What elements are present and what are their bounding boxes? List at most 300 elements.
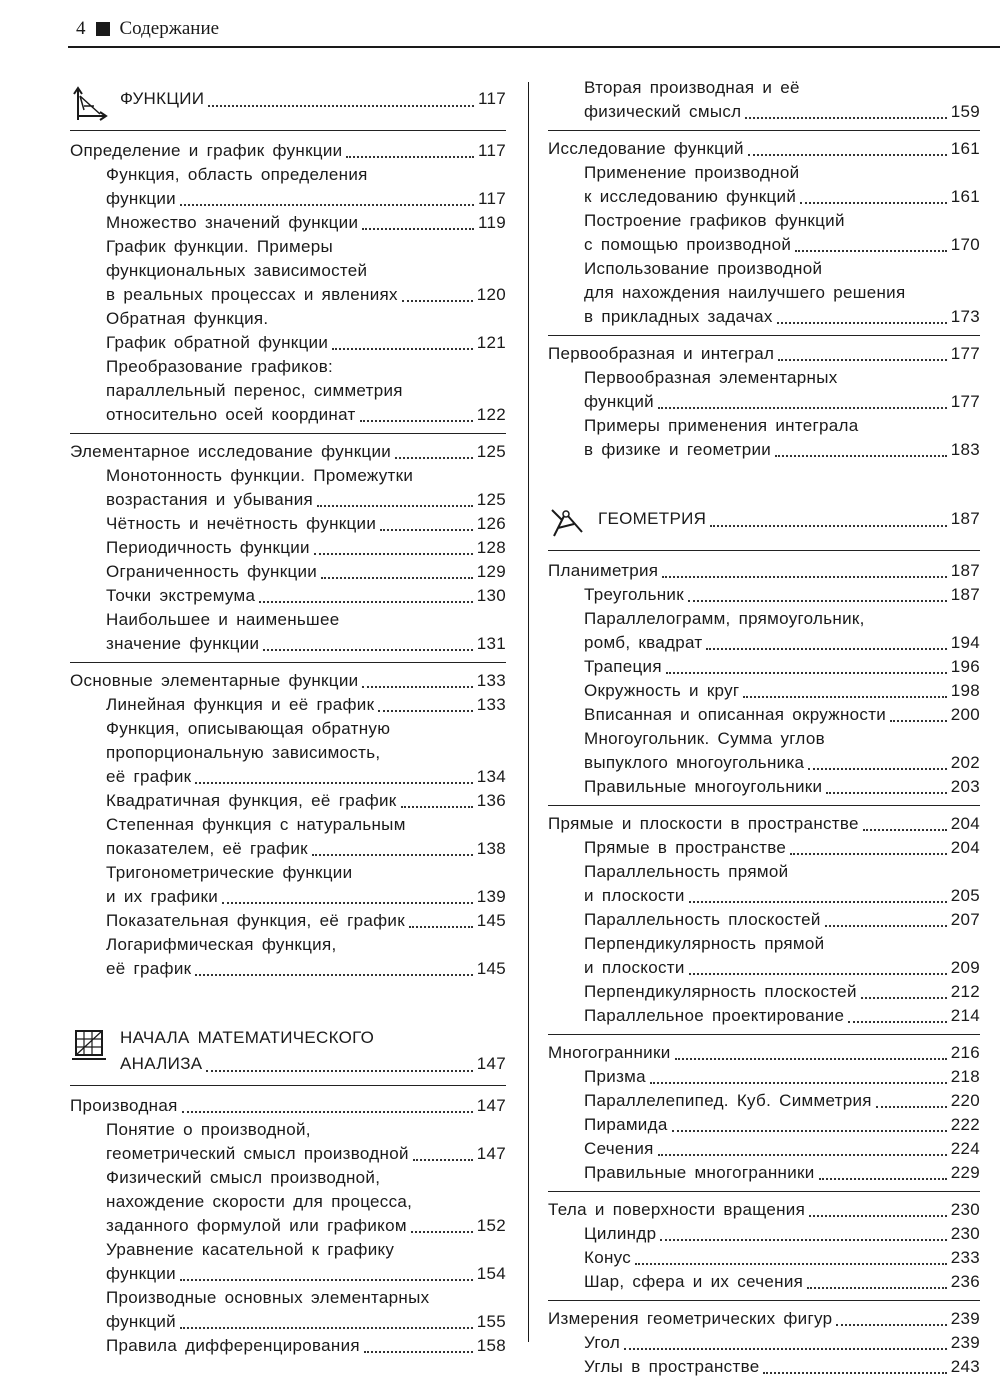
toc-entry[interactable] bbox=[548, 1113, 980, 1137]
entry-title: Конус bbox=[584, 1248, 632, 1267]
toc-entry bbox=[548, 161, 980, 185]
toc-chapter-entry[interactable] bbox=[548, 342, 980, 366]
leader-dots bbox=[836, 1324, 946, 1326]
entry-title: График функции. Примеры bbox=[106, 237, 333, 256]
leader-dots bbox=[662, 576, 946, 578]
section-rule bbox=[548, 550, 980, 551]
entry-title: Применение производной bbox=[584, 163, 800, 182]
toc-entry[interactable] bbox=[70, 283, 506, 307]
leader-dots bbox=[402, 300, 473, 302]
page-ref: 239 bbox=[950, 1333, 980, 1352]
toc-chapter-entry[interactable] bbox=[70, 1094, 506, 1118]
toc-entry[interactable] bbox=[548, 631, 980, 655]
toc-entry bbox=[548, 860, 980, 884]
toc-entry[interactable] bbox=[548, 884, 980, 908]
toc-chapter-entry[interactable] bbox=[548, 812, 980, 836]
entry-title: функции bbox=[106, 189, 176, 208]
entry-title: График обратной функции bbox=[106, 333, 329, 352]
toc-entry[interactable] bbox=[70, 512, 506, 536]
entry-title: Правильные многоугольники bbox=[584, 777, 823, 796]
page-ref: 126 bbox=[476, 514, 506, 533]
entry-title: значение функции bbox=[106, 634, 260, 653]
page-ref: 117 bbox=[477, 141, 506, 160]
toc-entry[interactable] bbox=[70, 1262, 506, 1286]
page-ref: 130 bbox=[476, 586, 506, 605]
toc-left-column bbox=[70, 76, 506, 1370]
page-ref: 216 bbox=[950, 1043, 980, 1062]
entry-title: Исследование функций bbox=[548, 139, 744, 158]
header-rule bbox=[68, 46, 1000, 48]
entry-title: Окружность и круг bbox=[584, 681, 740, 700]
toc-entry[interactable] bbox=[70, 632, 506, 656]
entry-title: возрастания и убывания bbox=[106, 490, 314, 509]
toc-entry bbox=[70, 717, 506, 741]
compass-icon bbox=[548, 506, 588, 542]
section-title: ГЕОМЕТРИЯ bbox=[598, 509, 707, 528]
leader-dots bbox=[263, 649, 472, 651]
header-square-icon bbox=[96, 22, 110, 36]
toc-entry[interactable] bbox=[70, 331, 506, 355]
toc-entry bbox=[70, 259, 506, 283]
toc-chapter-entry[interactable] bbox=[548, 1198, 980, 1222]
entry-title: параллельный перенос, симметрия bbox=[106, 381, 403, 400]
entry-title: её график bbox=[106, 959, 192, 978]
toc-entry bbox=[70, 379, 506, 403]
entry-title: Трапеция bbox=[584, 657, 662, 676]
leader-dots bbox=[380, 529, 473, 531]
toc-chapter-entry[interactable] bbox=[548, 559, 980, 583]
leader-dots bbox=[650, 1082, 947, 1084]
leader-dots bbox=[819, 1178, 947, 1180]
entry-title: Прямые и плоскости в пространстве bbox=[548, 814, 859, 833]
leader-dots bbox=[689, 973, 947, 975]
toc-entry[interactable] bbox=[70, 1310, 506, 1334]
leader-dots bbox=[409, 926, 473, 928]
toc-entry[interactable] bbox=[548, 980, 980, 1004]
entry-title: с помощью производной bbox=[584, 235, 792, 254]
entry-title: Физический смысл производной, bbox=[106, 1168, 381, 1187]
page-ref: 183 bbox=[950, 440, 980, 459]
toc-entry[interactable] bbox=[70, 1334, 506, 1358]
toc-chapter-entry[interactable] bbox=[70, 440, 506, 464]
toc-group bbox=[548, 137, 980, 336]
toc-entry[interactable] bbox=[548, 1161, 980, 1185]
toc-entry[interactable] bbox=[548, 751, 980, 775]
toc-entry[interactable] bbox=[548, 438, 980, 462]
page-ref: 243 bbox=[950, 1357, 980, 1376]
section-functions[interactable] bbox=[70, 86, 506, 122]
entry-title: в реальных процессах и явлениях bbox=[106, 285, 398, 304]
toc-entry[interactable] bbox=[70, 536, 506, 560]
page-ref: 129 bbox=[476, 562, 506, 581]
toc-entry[interactable] bbox=[120, 1051, 506, 1077]
entry-title: Параллельное проектирование bbox=[584, 1006, 845, 1025]
entry-title: выпуклого многоугольника bbox=[584, 753, 805, 772]
leader-dots bbox=[332, 348, 473, 350]
leader-dots bbox=[675, 1058, 947, 1060]
page-ref: 239 bbox=[950, 1309, 980, 1328]
toc-chapter-entry[interactable] bbox=[548, 1307, 980, 1331]
toc-entry bbox=[70, 235, 506, 259]
entry-title: Уравнение касательной к графику bbox=[106, 1240, 395, 1259]
leader-dots bbox=[861, 997, 947, 999]
entry-title: её график bbox=[106, 767, 192, 786]
leader-dots bbox=[635, 1263, 947, 1265]
page-ref: 122 bbox=[476, 405, 506, 424]
toc-group bbox=[548, 76, 980, 131]
leader-dots bbox=[876, 1106, 947, 1108]
entry-title: для нахождения наилучшего решения bbox=[584, 283, 906, 302]
toc-entry[interactable] bbox=[548, 233, 980, 257]
toc-chapter-entry[interactable] bbox=[70, 669, 506, 693]
leader-dots bbox=[777, 322, 947, 324]
toc-entry[interactable] bbox=[70, 187, 506, 211]
entry-title: Функция, описывающая обратную bbox=[106, 719, 391, 738]
page-header bbox=[76, 18, 219, 40]
entry-title: Параллельность прямой bbox=[584, 862, 789, 881]
toc-entry bbox=[548, 76, 980, 100]
leader-dots bbox=[195, 974, 472, 976]
toc-chapter-entry[interactable] bbox=[70, 139, 506, 163]
entry-title: и их графики bbox=[106, 887, 219, 906]
toc-group bbox=[70, 139, 506, 434]
toc-entry bbox=[70, 163, 506, 187]
toc-entry[interactable] bbox=[548, 390, 980, 414]
page-ref: 187 bbox=[950, 509, 980, 528]
leader-dots bbox=[809, 1215, 947, 1217]
page-ref: 147 bbox=[476, 1144, 506, 1163]
page-ref: 147 bbox=[476, 1054, 506, 1073]
page-ref: 139 bbox=[476, 887, 506, 906]
leader-dots bbox=[775, 455, 947, 457]
entry-title: функциональных зависимостей bbox=[106, 261, 368, 280]
toc-entry[interactable] bbox=[548, 1089, 980, 1113]
entry-title: показателем, её график bbox=[106, 839, 308, 858]
entry-title: Чётность и нечётность функции bbox=[106, 514, 377, 533]
toc-entry[interactable] bbox=[548, 836, 980, 860]
toc-entry[interactable] bbox=[548, 703, 980, 727]
toc-chapter-entry[interactable] bbox=[548, 1041, 980, 1065]
entry-title: Преобразование графиков: bbox=[106, 357, 334, 376]
page-ref: 170 bbox=[950, 235, 980, 254]
toc-entry[interactable] bbox=[70, 560, 506, 584]
entry-title: Квадратичная функция, её график bbox=[106, 791, 397, 810]
entry-title: заданного формулой или графиком bbox=[106, 1216, 407, 1235]
leader-dots bbox=[378, 710, 472, 712]
page-ref: 230 bbox=[950, 1200, 980, 1219]
toc-entry[interactable] bbox=[548, 1331, 980, 1355]
entry-title: Планиметрия bbox=[548, 561, 659, 580]
leader-dots bbox=[314, 553, 473, 555]
entry-title: Первообразная и интеграл bbox=[548, 344, 775, 363]
page-ref: 187 bbox=[950, 585, 980, 604]
page-title: Содержание bbox=[119, 18, 220, 39]
entry-title: Монотонность функции. Промежутки bbox=[106, 466, 414, 485]
leader-dots bbox=[890, 720, 947, 722]
page-ref: 229 bbox=[950, 1163, 980, 1182]
toc-entry[interactable] bbox=[70, 211, 506, 235]
entry-title: Обратная функция. bbox=[106, 309, 269, 328]
leader-dots bbox=[666, 672, 947, 674]
entry-title: Вторая производная и её bbox=[584, 78, 800, 97]
toc-entry bbox=[70, 1238, 506, 1262]
toc-chapter-entry[interactable] bbox=[548, 137, 980, 161]
entry-title: к исследованию функций bbox=[584, 187, 797, 206]
entry-title: нахождение скорости для процесса, bbox=[106, 1192, 413, 1211]
leader-dots bbox=[180, 204, 474, 206]
page-ref: 204 bbox=[950, 838, 980, 857]
toc-entry[interactable] bbox=[70, 584, 506, 608]
toc-entry[interactable] bbox=[548, 908, 980, 932]
toc-entry[interactable] bbox=[548, 1137, 980, 1161]
toc-entry[interactable] bbox=[548, 655, 980, 679]
leader-dots bbox=[748, 154, 947, 156]
page-ref: 159 bbox=[950, 102, 980, 121]
entry-title: Сечения bbox=[584, 1139, 654, 1158]
page-ref: 187 bbox=[950, 561, 980, 580]
leader-dots bbox=[321, 577, 473, 579]
toc-entry[interactable] bbox=[70, 909, 506, 933]
toc-entry[interactable] bbox=[70, 837, 506, 861]
toc-entry[interactable] bbox=[548, 775, 980, 799]
entry-title: Перпендикулярность прямой bbox=[584, 934, 825, 953]
toc-entry bbox=[548, 281, 980, 305]
page-ref: 125 bbox=[476, 442, 506, 461]
entry-title: Вписанная и описанная окружности bbox=[584, 705, 887, 724]
toc-entry[interactable] bbox=[548, 1355, 980, 1379]
leader-dots bbox=[206, 1070, 472, 1072]
toc-group bbox=[70, 669, 506, 987]
leader-dots bbox=[778, 359, 946, 361]
page-ref: 128 bbox=[476, 538, 506, 557]
toc-entry[interactable] bbox=[70, 957, 506, 981]
toc-entry[interactable] bbox=[598, 506, 980, 532]
section-title: НАЧАЛА МАТЕМАТИЧЕСКОГО bbox=[120, 1028, 375, 1047]
toc-entry bbox=[548, 209, 980, 233]
page-ref: 198 bbox=[950, 681, 980, 700]
entry-title: Использование производной bbox=[584, 259, 823, 278]
toc-entry bbox=[70, 1286, 506, 1310]
toc-entry[interactable] bbox=[548, 679, 980, 703]
toc-entry[interactable] bbox=[548, 1270, 980, 1294]
entry-title: ромб, квадрат bbox=[584, 633, 703, 652]
toc-entry bbox=[70, 355, 506, 379]
column-divider bbox=[528, 82, 529, 1342]
page-ref: 233 bbox=[950, 1248, 980, 1267]
entry-title: Измерения геометрических фигур bbox=[548, 1309, 833, 1328]
entry-title: функции bbox=[106, 1264, 176, 1283]
page-ref: 133 bbox=[476, 695, 506, 714]
toc-right-column bbox=[548, 76, 980, 1391]
entry-title: и плоскости bbox=[584, 958, 685, 977]
entry-title: Ограниченность функции bbox=[106, 562, 318, 581]
toc-entry[interactable] bbox=[548, 100, 980, 124]
page-ref: 203 bbox=[950, 777, 980, 796]
toc-group bbox=[548, 1041, 980, 1192]
toc-entry[interactable] bbox=[548, 1246, 980, 1270]
toc-group bbox=[548, 559, 980, 806]
leader-dots bbox=[710, 525, 947, 527]
entry-title: Параллелограмм, прямоугольник, bbox=[584, 609, 865, 628]
section-rule bbox=[70, 130, 506, 131]
toc-entry[interactable] bbox=[548, 956, 980, 980]
page-ref: 133 bbox=[476, 671, 506, 690]
leader-dots bbox=[346, 156, 474, 158]
entry-title: Степенная функция с натуральным bbox=[106, 815, 406, 834]
entry-title: Множество значений функции bbox=[106, 213, 359, 232]
leader-dots bbox=[763, 1372, 946, 1374]
entry-title: Элементарное исследование функции bbox=[70, 442, 392, 461]
leader-dots bbox=[800, 202, 947, 204]
leader-dots bbox=[658, 1154, 947, 1156]
toc-entry bbox=[70, 813, 506, 837]
entry-title: Перпендикулярность плоскостей bbox=[584, 982, 857, 1001]
leader-dots bbox=[863, 829, 947, 831]
leader-dots bbox=[364, 1351, 473, 1353]
entry-title: Тригонометрические функции bbox=[106, 863, 353, 882]
entry-title: Примеры применения интеграла bbox=[584, 416, 859, 435]
toc-entry bbox=[70, 1118, 506, 1142]
toc-group bbox=[70, 1094, 506, 1364]
toc-group bbox=[548, 1307, 980, 1385]
toc-entry[interactable] bbox=[548, 305, 980, 329]
toc-entry[interactable] bbox=[70, 765, 506, 789]
toc-entry[interactable] bbox=[70, 885, 506, 909]
entry-title: Функция, область определения bbox=[106, 165, 368, 184]
page-ref: 120 bbox=[476, 285, 506, 304]
page-ref: 154 bbox=[476, 1264, 506, 1283]
leader-dots bbox=[413, 1159, 473, 1161]
page-ref: 117 bbox=[477, 189, 506, 208]
toc-group bbox=[548, 1198, 980, 1301]
page-ref: 220 bbox=[950, 1091, 980, 1110]
leader-dots bbox=[689, 901, 947, 903]
entry-title: относительно осей координат bbox=[106, 405, 356, 424]
entry-title: Прямые в пространстве bbox=[584, 838, 787, 857]
page-ref: 222 bbox=[950, 1115, 980, 1134]
section-geometry[interactable] bbox=[548, 506, 980, 542]
leader-dots bbox=[180, 1279, 473, 1281]
toc-entry[interactable] bbox=[548, 1222, 980, 1246]
entry-title: в физике и геометрии bbox=[584, 440, 772, 459]
grid-chart-icon bbox=[70, 1025, 110, 1061]
page-ref: 119 bbox=[477, 213, 506, 232]
page-ref: 236 bbox=[950, 1272, 980, 1291]
leader-dots bbox=[182, 1111, 473, 1113]
leader-dots bbox=[317, 505, 473, 507]
leader-dots bbox=[312, 854, 473, 856]
toc-group bbox=[548, 812, 980, 1035]
page-number: 4 bbox=[76, 18, 86, 39]
section-calculus[interactable] bbox=[70, 1025, 506, 1077]
toc-entry bbox=[548, 607, 980, 631]
toc-entry bbox=[548, 932, 980, 956]
toc-group bbox=[548, 342, 980, 468]
toc-entry[interactable] bbox=[548, 185, 980, 209]
toc-entry bbox=[548, 257, 980, 281]
entry-title: Тела и поверхности вращения bbox=[548, 1200, 806, 1219]
toc-entry bbox=[70, 933, 506, 957]
entry-title: Многоугольник. Сумма углов bbox=[584, 729, 825, 748]
entry-title: Понятие о производной, bbox=[106, 1120, 311, 1139]
toc-entry bbox=[70, 1166, 506, 1190]
entry-title: Параллельность плоскостей bbox=[584, 910, 821, 929]
leader-dots bbox=[808, 768, 946, 770]
entry-title: функций bbox=[584, 392, 654, 411]
entry-title: Построение графиков функций bbox=[584, 211, 845, 230]
leader-dots bbox=[825, 925, 947, 927]
page-ref: 155 bbox=[476, 1312, 506, 1331]
toc-entry[interactable] bbox=[70, 789, 506, 813]
leader-dots bbox=[826, 792, 946, 794]
page-ref: 145 bbox=[476, 911, 506, 930]
toc-entry[interactable] bbox=[70, 403, 506, 427]
entry-title: в прикладных задачах bbox=[584, 307, 773, 326]
toc-entry[interactable] bbox=[548, 583, 980, 607]
leader-dots bbox=[688, 600, 947, 602]
page-ref: 202 bbox=[950, 753, 980, 772]
toc-entry bbox=[548, 727, 980, 751]
entry-title: Показательная функция, её график bbox=[106, 911, 405, 930]
leader-dots bbox=[706, 648, 946, 650]
entry-title: Цилиндр bbox=[584, 1224, 657, 1243]
entry-title: Шар, сфера и их сечения bbox=[584, 1272, 804, 1291]
leader-dots bbox=[660, 1239, 946, 1241]
entry-title: Параллелепипед. Куб. Симметрия bbox=[584, 1091, 872, 1110]
leader-dots bbox=[259, 601, 472, 603]
page-ref: 145 bbox=[476, 959, 506, 978]
leader-dots bbox=[795, 250, 947, 252]
page-ref: 200 bbox=[950, 705, 980, 724]
toc-entry bbox=[70, 741, 506, 765]
toc-group bbox=[70, 440, 506, 663]
page-ref: 196 bbox=[950, 657, 980, 676]
toc-entry[interactable] bbox=[70, 1214, 506, 1238]
toc-entry[interactable] bbox=[70, 693, 506, 717]
leader-dots bbox=[745, 117, 946, 119]
entry-title: Правила дифференцирования bbox=[106, 1336, 360, 1355]
toc-entry[interactable] bbox=[120, 86, 506, 112]
page-ref: 136 bbox=[476, 791, 506, 810]
leader-dots bbox=[624, 1348, 947, 1350]
section-rule bbox=[70, 1085, 506, 1086]
leader-dots bbox=[360, 420, 473, 422]
page-ref: 230 bbox=[950, 1224, 980, 1243]
toc-entry bbox=[70, 464, 506, 488]
toc-entry[interactable] bbox=[70, 1142, 506, 1166]
entry-title: Угол bbox=[584, 1333, 621, 1352]
toc-entry[interactable] bbox=[70, 488, 506, 512]
toc-entry bbox=[548, 414, 980, 438]
page-ref: 209 bbox=[950, 958, 980, 977]
leader-dots bbox=[362, 228, 474, 230]
page-ref: 147 bbox=[476, 1096, 506, 1115]
entry-title: Точки экстремума bbox=[106, 586, 256, 605]
page-ref: 117 bbox=[477, 89, 506, 108]
toc-entry[interactable] bbox=[548, 1065, 980, 1089]
page-ref: 218 bbox=[950, 1067, 980, 1086]
page-ref: 161 bbox=[950, 187, 980, 206]
page-ref: 177 bbox=[950, 344, 980, 363]
leader-dots bbox=[195, 782, 472, 784]
entry-title: Пирамида bbox=[584, 1115, 668, 1134]
entry-title: Периодичность функции bbox=[106, 538, 310, 557]
entry-title: Углы в пространстве bbox=[584, 1357, 760, 1376]
leader-dots bbox=[395, 457, 473, 459]
leader-dots bbox=[208, 105, 474, 107]
toc-entry[interactable] bbox=[548, 1004, 980, 1028]
section-title: ФУНКЦИИ bbox=[120, 89, 205, 108]
